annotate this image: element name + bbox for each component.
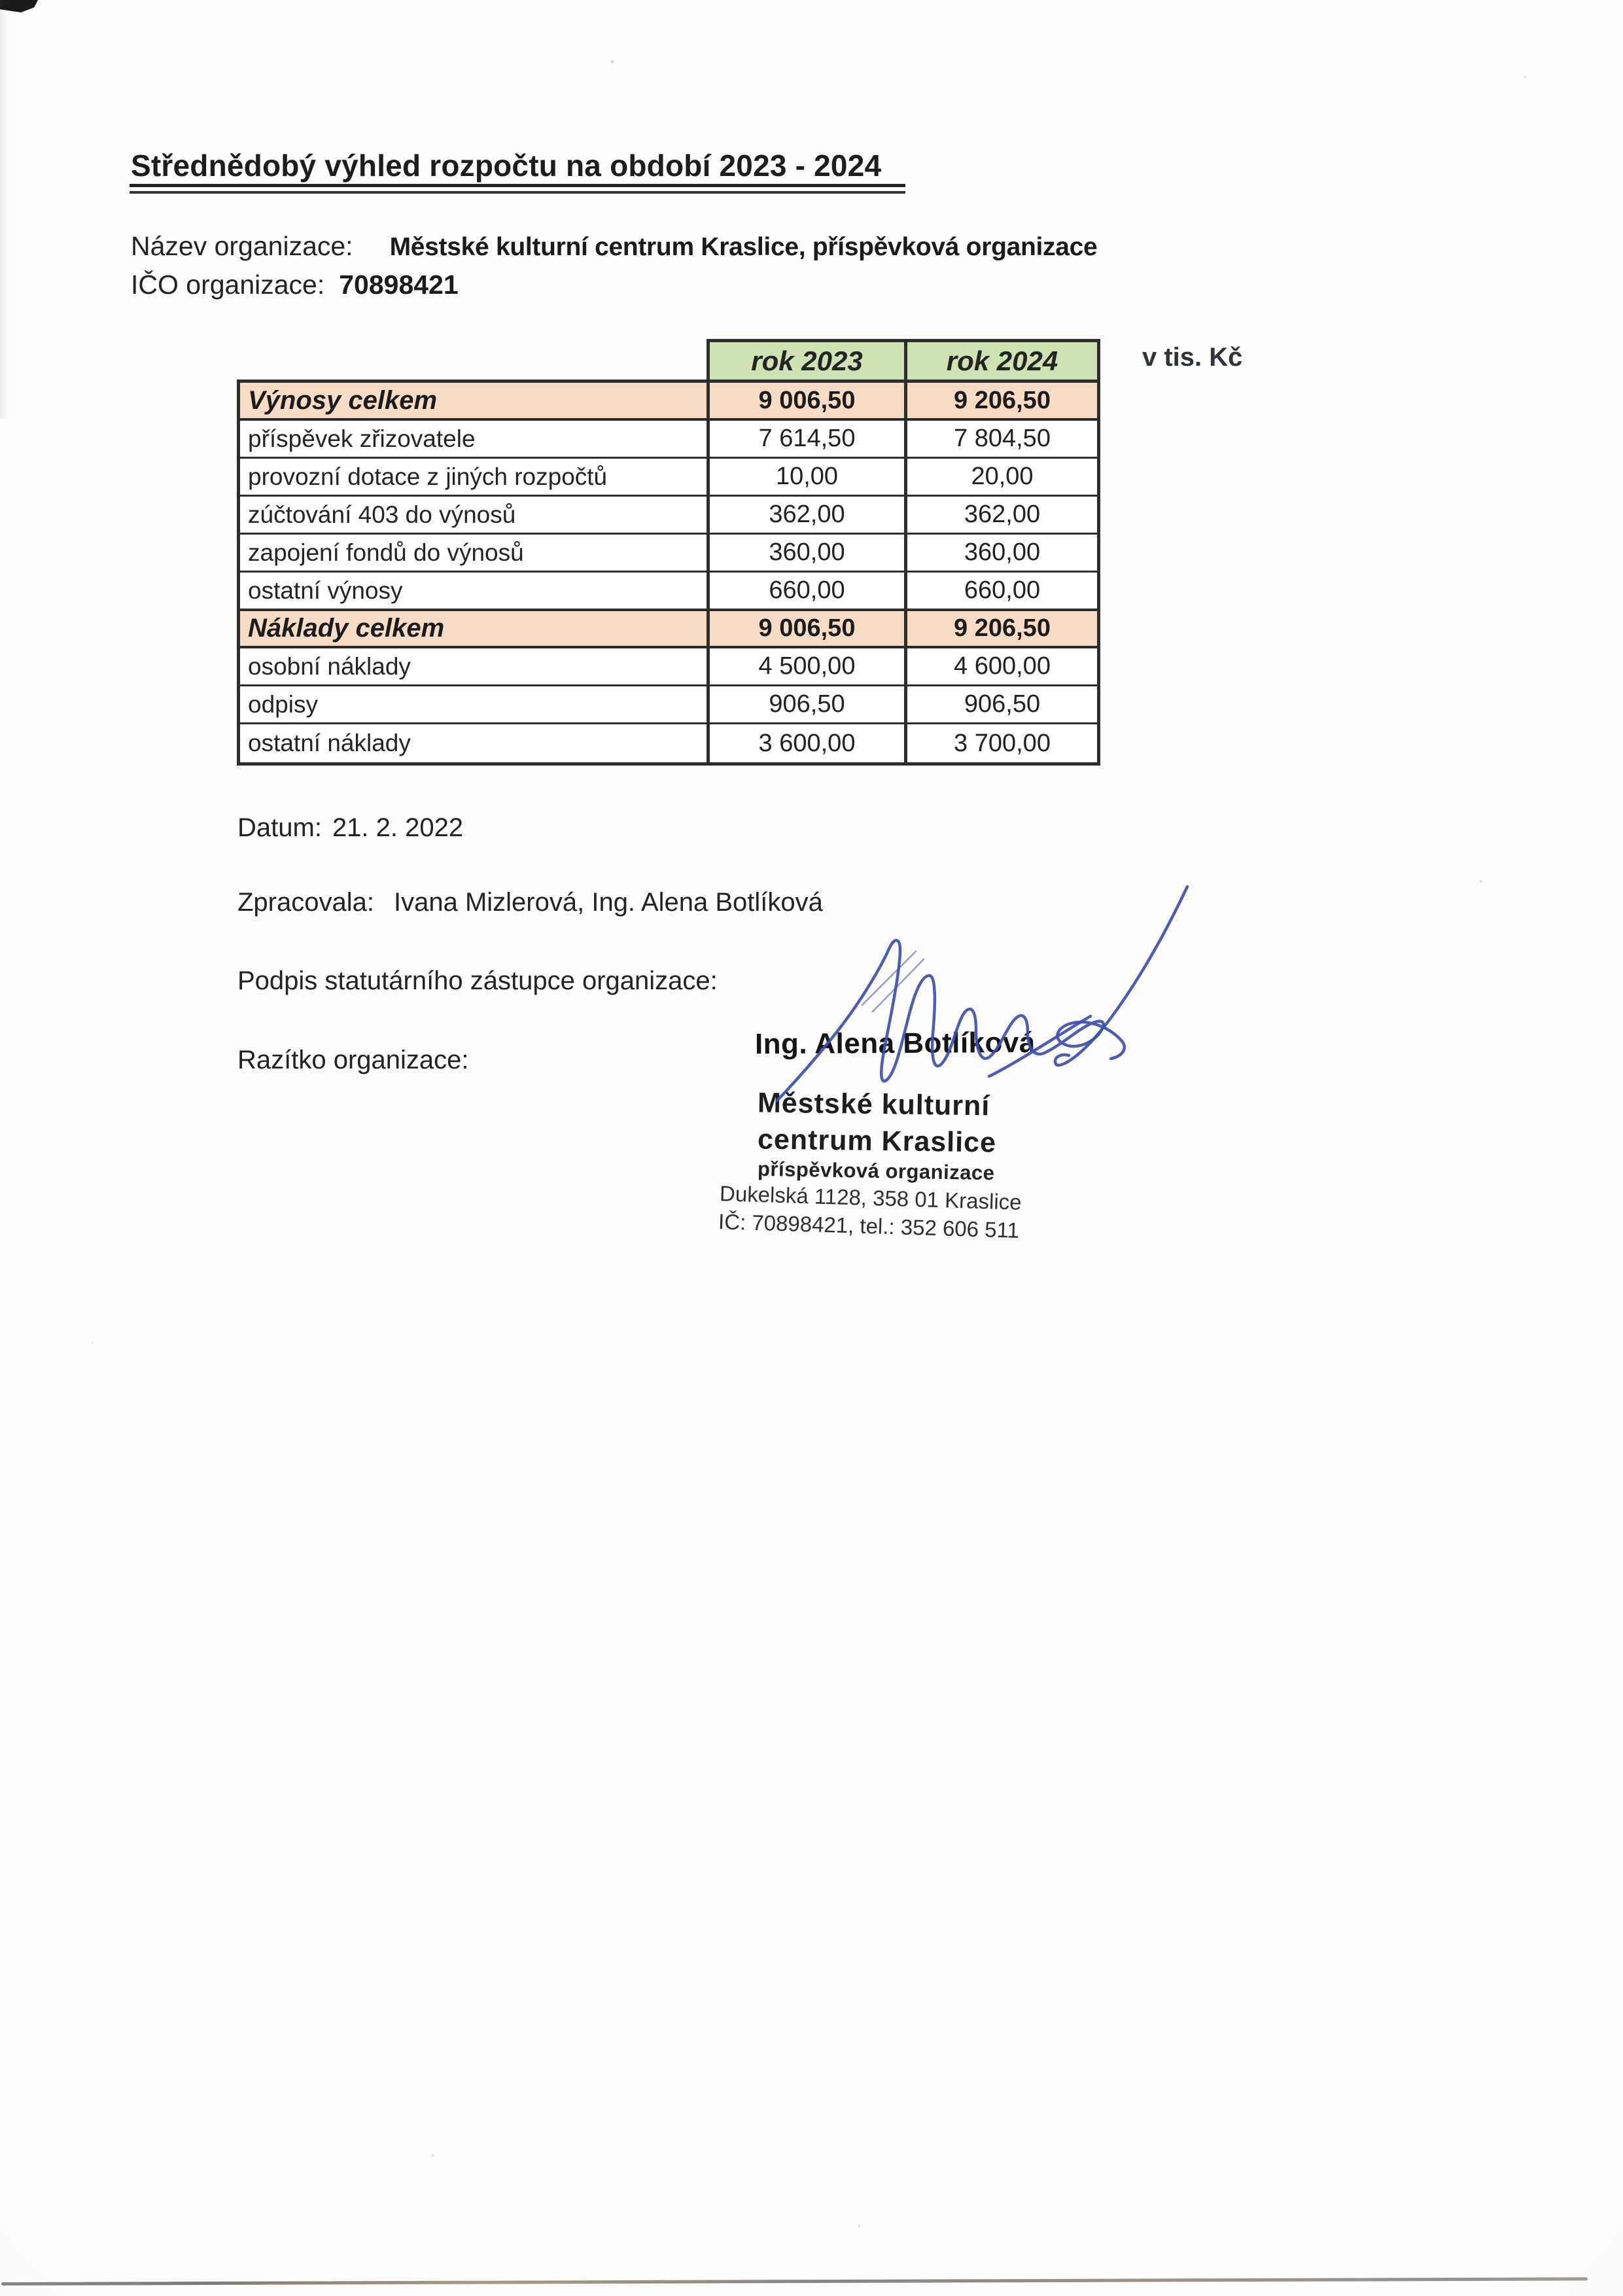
row-value-2024: 20,00 xyxy=(971,463,1034,490)
row-value-2023: 906,50 xyxy=(710,686,907,722)
stamp-person-name: Ing. Alena Botlíková xyxy=(754,1027,1036,1061)
prepared-by-value: Ivana Mizlerová, Ing. Alena Botlíková xyxy=(393,888,823,917)
dust-speck xyxy=(858,2225,860,2227)
organization-name-value: Městské kulturní centrum Kraslice, příspěvková organizace xyxy=(389,233,1098,261)
organization-name-label: Název organizace: xyxy=(131,231,353,261)
prepared-by-label: Zpracovala: xyxy=(237,888,374,917)
dust-speck xyxy=(1480,880,1482,883)
row-value-2024: 3 700,00 xyxy=(954,729,1051,757)
table-row-zuctovani-403 xyxy=(240,497,1097,535)
stamp-ico-phone-line: IČ: 70898421, tel.: 352 606 511 xyxy=(718,1209,1020,1243)
title-underline xyxy=(130,184,905,194)
budget-table xyxy=(237,380,1100,766)
prepared-by-line xyxy=(237,888,823,917)
stamp-label: Razítko organizace: xyxy=(237,1046,469,1074)
table-row-zapojeni-fondu xyxy=(240,535,1097,573)
date-label: Datum: xyxy=(237,813,322,842)
table-row-ostatni-naklady xyxy=(240,724,1097,762)
row-label: Výnosy celkem xyxy=(240,383,710,418)
signature-label: Podpis statutárního zástupce organizace: xyxy=(237,966,718,995)
row-label: zapojení fondů do výnosů xyxy=(240,535,710,571)
row-value-2024: 9 206,50 xyxy=(954,386,1051,414)
row-label: provozní dotace z jiných rozpočtů xyxy=(240,459,710,495)
row-value-2024: 362,00 xyxy=(964,501,1041,528)
handwritten-signature xyxy=(746,870,1204,1132)
table-row-odpisy xyxy=(240,686,1097,724)
dust-speck xyxy=(1524,76,1526,78)
date-value: 21. 2. 2022 xyxy=(332,813,464,842)
scan-bottom-line-artifact xyxy=(1,2277,1588,2286)
table-row-prispevek-zrizovatele xyxy=(240,421,1097,459)
row-value-2024: 906,50 xyxy=(964,690,1041,718)
table-row-provozni-dotace xyxy=(240,459,1097,497)
row-value-2024: 4 600,00 xyxy=(954,652,1051,680)
row-label: osobní náklady xyxy=(240,648,710,684)
row-value-2023: 660,00 xyxy=(710,573,907,609)
scan-edge-shadow xyxy=(0,0,8,419)
date-line xyxy=(237,813,463,843)
dust-speck xyxy=(611,60,614,63)
table-row-ostatni-vynosy xyxy=(240,573,1097,610)
row-value-2023: 360,00 xyxy=(710,535,907,571)
row-value-2024: 360,00 xyxy=(964,539,1041,566)
column-header-rok-2024: rok 2024 xyxy=(946,345,1058,376)
row-value-2023: 362,00 xyxy=(710,497,907,533)
table-row-vynosy-celkem xyxy=(240,383,1097,421)
dust-speck xyxy=(432,2154,434,2157)
row-value-2023: 7 614,50 xyxy=(710,421,907,457)
organization-ico-line xyxy=(131,270,459,300)
stamp-org-line2: centrum Kraslice xyxy=(757,1123,997,1159)
row-label: Náklady celkem xyxy=(240,611,710,646)
row-label: odpisy xyxy=(240,686,710,722)
row-label: příspěvek zřizovatele xyxy=(240,421,710,457)
row-value-2023: 3 600,00 xyxy=(710,724,907,762)
unit-note: v tis. Kč xyxy=(1142,343,1243,372)
column-header-rok-2023: rok 2023 xyxy=(710,342,907,380)
document-title: Střednědobý výhled rozpočtu na období 2023 - 2024 xyxy=(131,149,882,183)
row-value-2024: 9 206,50 xyxy=(954,614,1051,642)
row-label: ostatní náklady xyxy=(240,724,710,762)
row-label: zúčtování 403 do výnosů xyxy=(240,497,710,533)
row-value-2024: 7 804,50 xyxy=(954,425,1051,452)
row-value-2023: 10,00 xyxy=(710,459,907,495)
stamp-address-line: Dukelská 1128, 358 01 Kraslice xyxy=(719,1181,1022,1214)
stamp-org-line3: příspěvková organizace xyxy=(757,1157,995,1185)
dust-speck xyxy=(92,1341,94,1343)
table-row-osobni-naklady xyxy=(240,648,1097,686)
row-value-2023: 9 006,50 xyxy=(710,383,907,418)
organization-ico-value: 70898421 xyxy=(339,270,459,300)
stamp-org-line1: Městské kulturní xyxy=(757,1087,990,1122)
row-value-2023: 9 006,50 xyxy=(710,611,907,646)
row-value-2023: 4 500,00 xyxy=(710,648,907,684)
table-row-naklady-celkem xyxy=(240,610,1097,648)
organization-name-line xyxy=(131,231,1097,262)
budget-table-header xyxy=(707,339,1100,380)
organization-ico-label: IČO organizace: xyxy=(131,270,325,300)
row-value-2024: 660,00 xyxy=(964,576,1041,604)
row-label: ostatní výnosy xyxy=(240,573,710,609)
